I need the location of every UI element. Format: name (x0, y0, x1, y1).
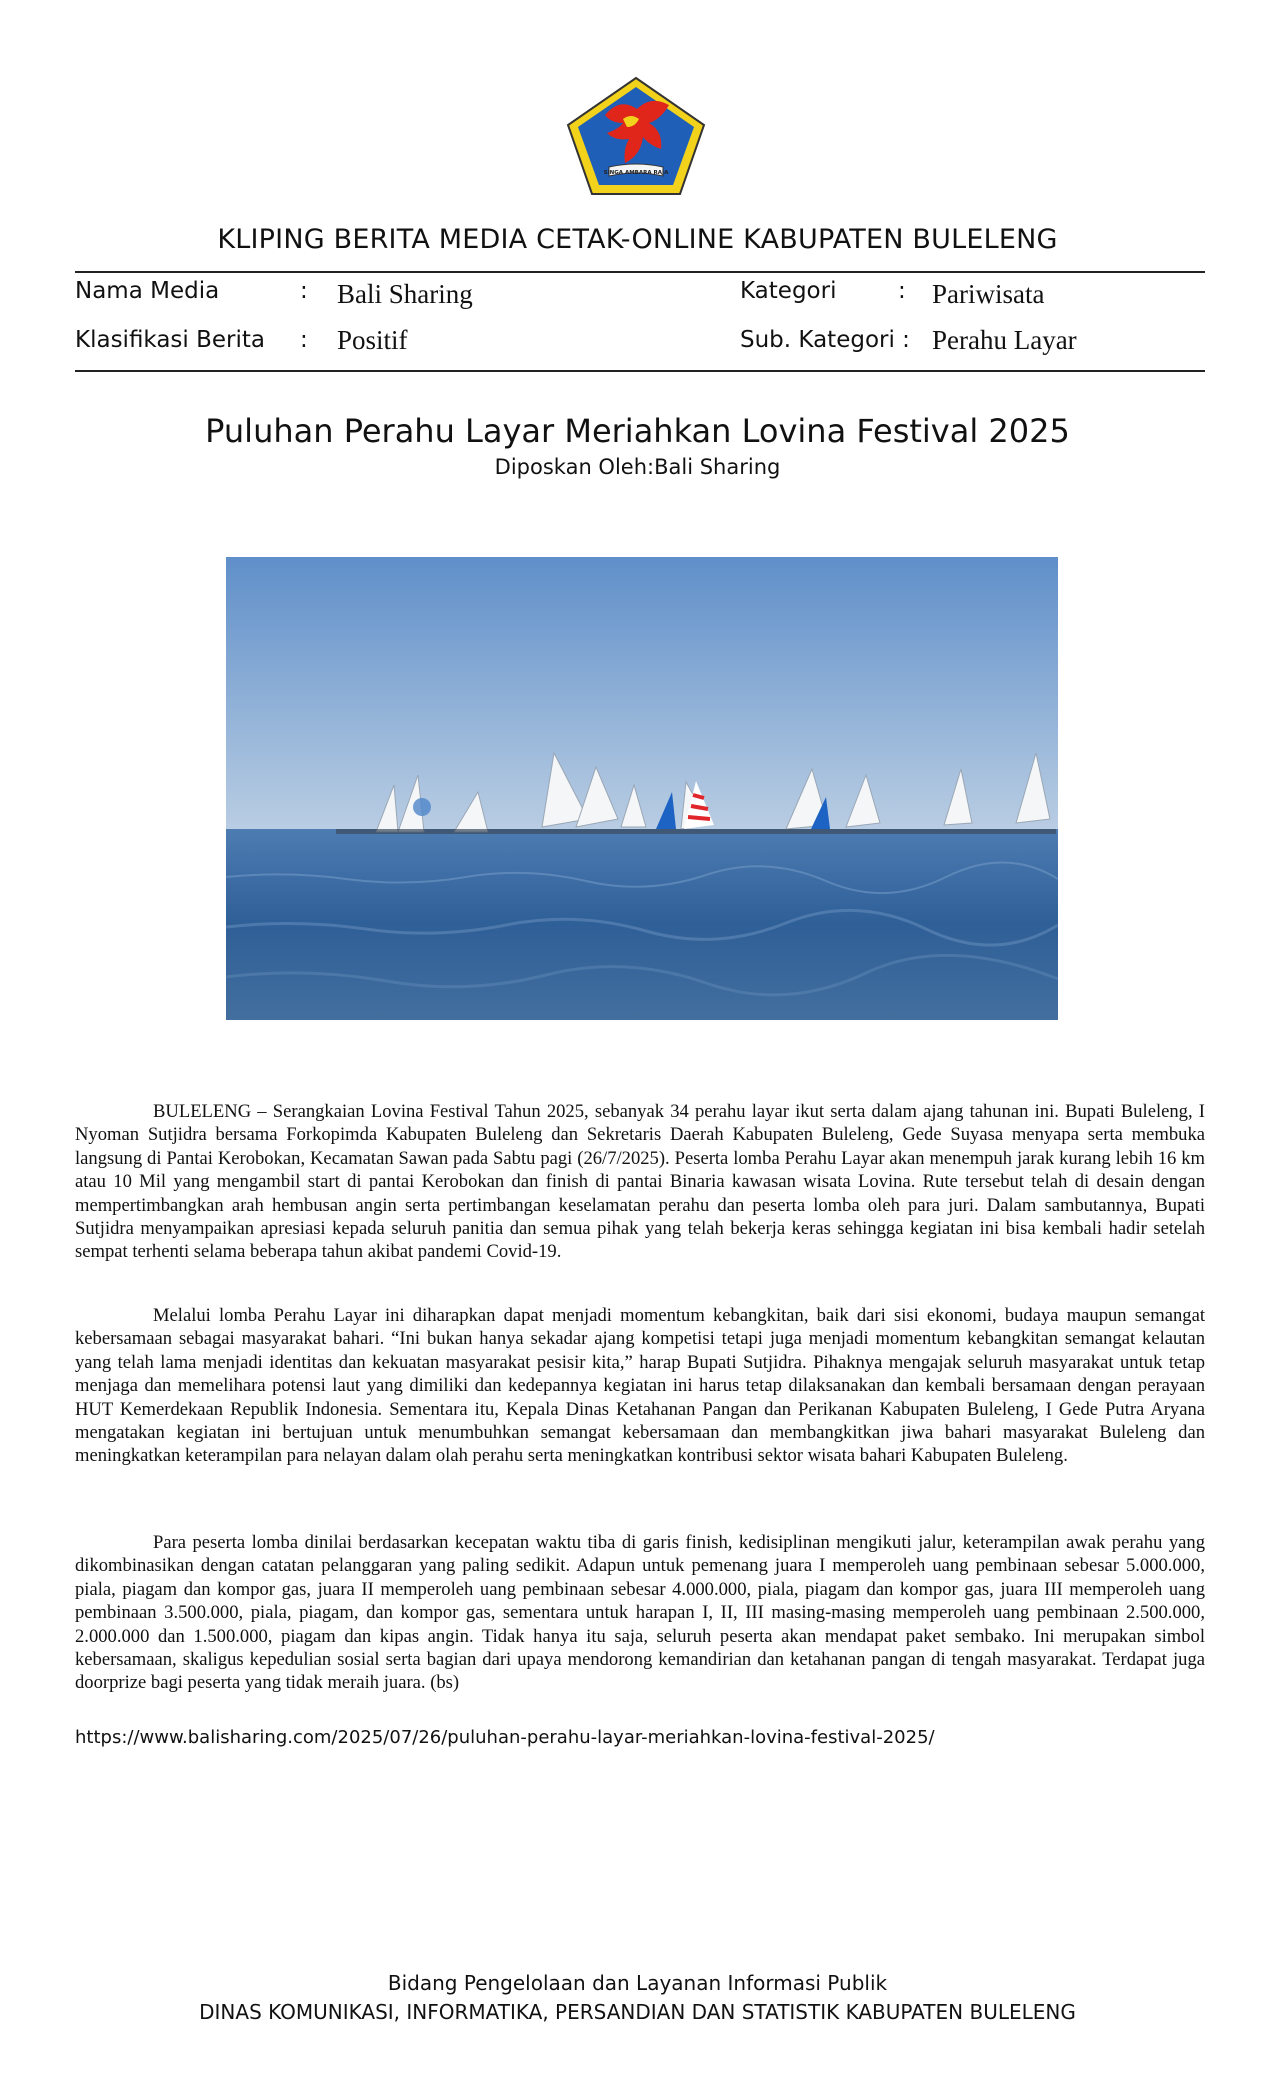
header-bottom-divider (75, 370, 1205, 372)
header-top-divider (75, 271, 1205, 273)
footer-agency: DINAS KOMUNIKASI, INFORMATIKA, PERSANDIAN DAN STATISTIK KABUPATEN BULELENG (199, 2000, 1076, 2024)
article-paragraph: BULELENG – Serangkaian Lovina Festival Tahun 2025, sebanyak 34 perahu layar ikut serta dalam ajang tahunan ini. Bupati Buleleng, I Nyoman Sutjidra bersama Forkopimda Kabupaten Buleleng dan Sekretaris Daerah Kabupaten Buleleng, Gede Suyasa menyapa serta membuka langsung di Pantai Kerobokan, Kecamatan Sawan pada Sabtu pagi (26/7/2025). Peserta lomba Perahu Layar akan menempuh jarak kurang lebih 16 km atau 10 Mil yang mengambil start di pantai Kerobokan dan finish di pantai Binaria kawasan wisata Lovina. Rute tersebut telah di desain dengan mempertimbangkan arah hembusan angin serta pertimbangan keselamatan perahu dan peserta lomba oleh para juri. Dalam sambutannya, Bupati Sutjidra menyampaikan apresiasi kepada seluruh panitia dan semua pihak yang telah bekerja keras sehingga kegiatan ini bisa kembali hadir setelah sempat terhenti selama beberapa tahun akibat pandemi Covid-19. (75, 1101, 1205, 1263)
media-name-colon: : (300, 278, 308, 304)
media-name-label: Nama Media (75, 278, 220, 304)
article-title: Puluhan Perahu Layar Meriahkan Lovina Festival 2025 (205, 412, 1070, 450)
sailboats-at-sea-photo (226, 557, 1058, 1020)
news-classification-value: Positif (337, 325, 408, 355)
news-classification-label: Klasifikasi Berita (75, 327, 266, 353)
category-value: Pariwisata (932, 279, 1045, 309)
source-url-link[interactable]: https://www.balisharing.com/2025/07/26/puluhan-perahu-layar-meriahkan-lovina-festival-2025/ (75, 1727, 935, 1748)
document-header-title: KLIPING BERITA MEDIA CETAK-ONLINE KABUPATEN BULELENG (217, 224, 1058, 255)
category-colon: : (898, 278, 906, 304)
article-paragraph: Para peserta lomba dinilai berdasarkan kecepatan waktu tiba di garis finish, kedisiplinan mengikuti jalur, keterampilan awak perahu yang dikombinasikan dengan catatan pelanggaran yang paling sedikit. Adapun untuk pemenang juara I memperoleh uang pembinaan sebesar 5.000.000, piala, piagam dan kompor gas, juara II memperoleh uang pembinaan sebesar 4.000.000, piala, piagam dan kompor gas, juara III memperoleh uang pembinaan 3.500.000, piala, piagam, dan kompor gas, sementara untuk harapan I, II, III masing-masing memperoleh uang pembinaan 2.500.000, 2.000.000 dan 1.500.000, piagam dan kipas angin. Tidak hanya itu saja, seluruh peserta akan mendapat paket sembako. Ini merupakan simbol kebersamaan, skaligus kepedulian sosial serta bagian dari upaya mendorong kemandirian dan ketahanan pangan di tengah masyarakat. Terdapat juga doorprize bagi peserta yang tidak meraih juara. (bs) (75, 1532, 1205, 1694)
category-label: Kategori (740, 278, 837, 304)
footer-division: Bidang Pengelolaan dan Layanan Informasi Publik (387, 1971, 888, 1995)
buleleng-regency-logo (565, 75, 707, 197)
article-byline: Diposkan Oleh:Bali Sharing (494, 455, 781, 479)
article-paragraph: Melalui lomba Perahu Layar ini diharapkan dapat menjadi momentum kebangkitan, baik dari sisi ekonomi, budaya maupun semangat kebersamaan sebagai masyarakat bahari. “Ini bukan hanya sekadar ajang kompetisi tetapi juga menjadi momentum kebangkitan semangat kelautan yang telah lama menjadi identitas dan kekuatan masyarakat pesisir kita,” harap Bupati Sutjidra. Pihaknya mengajak seluruh masyarakat untuk tetap menjaga dan memelihara potensi laut yang dimiliki dan kedepannya kegiatan ini harus tetap dilaksanakan dan kembali bersamaan dengan perayaan HUT Kemerdekaan Republik Indonesia. Sementara itu, Kepala Dinas Ketahanan Pangan dan Perikanan Kabupaten Buleleng, I Gede Putra Aryana mengatakan kegiatan ini bertujuan untuk menumbuhkan semangat kebersamaan dan membangkitkan jiwa bahari masyarakat Buleleng dan meningkatkan keterampilan para nelayan dalam olah perahu serta meningkatkan kontribusi sektor wisata bahari Kabupaten Buleleng. (75, 1305, 1205, 1467)
news-classification-colon: : (300, 327, 308, 353)
logo-motto: SINGA AMBARA RAJA (603, 170, 669, 176)
subcategory-value: Perahu Layar (932, 325, 1077, 355)
media-name-value: Bali Sharing (337, 279, 473, 309)
subcategory-label: Sub. Kategori : (740, 327, 910, 353)
